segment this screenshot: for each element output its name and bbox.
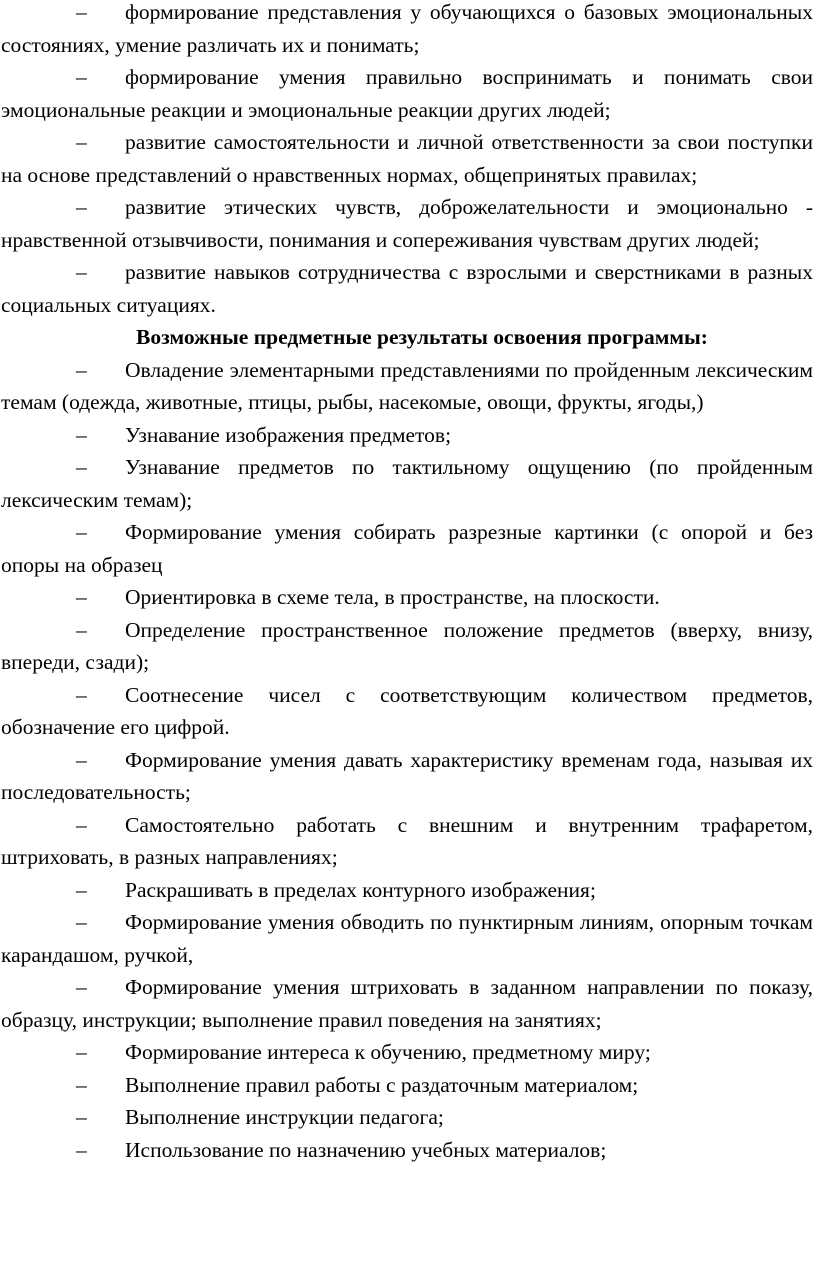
list-item bbox=[1, 419, 813, 452]
dash-marker: – bbox=[76, 747, 87, 772]
dash-marker: – bbox=[76, 617, 87, 642]
list-item bbox=[1, 874, 813, 907]
dash-marker: – bbox=[76, 682, 87, 707]
list-item-text: формирование представления у обучающихся о базовых эмоциональных состояниях, умение различать их и понимать; bbox=[1, 0, 813, 57]
list-item bbox=[1, 614, 813, 679]
list-item-text: Формирование умения собирать разрезные картинки (с опорой и без опоры на образец bbox=[1, 520, 813, 577]
list-item-text: формирование умения правильно воспринимать и понимать свои эмоциональные реакции и эмоциональные реакции других людей; bbox=[1, 65, 813, 122]
list-item bbox=[1, 0, 813, 61]
list-item-text: Самостоятельно работать с внешним и внутренним трафаретом, штриховать, в разных направлениях; bbox=[1, 812, 813, 869]
list-item-text: Выполнение правил работы с раздаточным материалом; bbox=[125, 1072, 639, 1097]
list-item bbox=[1, 354, 813, 419]
dash-marker: – bbox=[76, 520, 87, 544]
list-item bbox=[1, 1036, 813, 1069]
list-item-text: Формирование умения давать характеристику временам года, называя их последовательность; bbox=[1, 747, 813, 804]
section-heading: Возможные предметные результаты освоения программы: bbox=[136, 325, 708, 349]
dash-marker: – bbox=[76, 910, 87, 934]
dash-marker: – bbox=[76, 585, 87, 609]
list-item-text: Формирование умения обводить по пунктирным линиям, опорным точкам карандашом, ручкой, bbox=[1, 910, 813, 967]
list-item bbox=[1, 61, 813, 126]
dash-marker: – bbox=[76, 0, 87, 24]
list-item bbox=[1, 809, 813, 874]
list-item-text: развитие самостоятельности и личной ответственности за свои поступки на основе представлений о нравственных нормах, общепринятых правилах; bbox=[1, 130, 813, 187]
list-item bbox=[1, 744, 813, 809]
list-item bbox=[1, 126, 813, 191]
dash-marker: – bbox=[76, 195, 87, 219]
list-item-text: Формирование умения штриховать в заданном направлении по показу, образцу, инструкции; выполнение правил поведения на занятиях; bbox=[1, 975, 813, 1032]
list-item-text: Соотнесение чисел с соответствующим количеством предметов, обозначение его цифрой. bbox=[1, 682, 813, 739]
list-item bbox=[1, 451, 813, 516]
list-item-text: Узнавание изображения предметов; bbox=[125, 422, 452, 447]
list-item bbox=[1, 906, 813, 971]
list-item bbox=[1, 971, 813, 1036]
list-top bbox=[0, 0, 816, 321]
list-item-text: Ориентировка в схеме тела, в пространстве, на плоскости. bbox=[125, 585, 660, 609]
list-item-text: развитие навыков сотрудничества с взрослыми и сверстниками в разных социальных ситуациях. bbox=[1, 260, 813, 317]
list-item bbox=[1, 256, 813, 321]
list-item-text: Раскрашивать в пределах контурного изображения; bbox=[125, 877, 596, 902]
list-item-text: развитие этических чувств, доброжелательности и эмоционально - нравственной отзывчивости, понимания и сопереживания чувствам других людей; bbox=[1, 195, 813, 252]
dash-marker: – bbox=[76, 65, 87, 89]
list-item-text: Овладение элементарными представлениями по пройденным лексическим темам (одежда, животные, птицы, рыбы, насекомые, овощи, фрукты, ягоды,) bbox=[1, 357, 813, 414]
list-item bbox=[1, 1101, 813, 1134]
dash-marker: – bbox=[76, 1137, 87, 1162]
list-item bbox=[1, 516, 813, 581]
dash-marker: – bbox=[76, 422, 87, 447]
dash-marker: – bbox=[76, 130, 87, 154]
list-item bbox=[1, 1069, 813, 1102]
dash-marker: – bbox=[76, 455, 87, 479]
list-item-text: Формирование интереса к обучению, предметному миру; bbox=[125, 1040, 651, 1064]
list-item-text: Использование по назначению учебных материалов; bbox=[125, 1137, 607, 1162]
dash-marker: – bbox=[76, 877, 87, 902]
dash-marker: – bbox=[76, 1105, 87, 1129]
list-item bbox=[1, 191, 813, 256]
dash-marker: – bbox=[76, 260, 87, 284]
list-item bbox=[1, 679, 813, 744]
dash-marker: – bbox=[76, 1040, 87, 1064]
dash-marker: – bbox=[76, 812, 87, 837]
list-item bbox=[1, 581, 813, 614]
list-item-text: Определение пространственное положение предметов (вверху, внизу, впереди, сзади); bbox=[1, 617, 813, 674]
dash-marker: – bbox=[76, 1072, 87, 1097]
list-item-text: Выполнение инструкции педагога; bbox=[125, 1105, 444, 1129]
list-bottom bbox=[0, 354, 816, 1167]
dash-marker: – bbox=[76, 357, 87, 382]
list-item bbox=[1, 1134, 813, 1167]
list-item-text: Узнавание предметов по тактильному ощущению (по пройденным лексическим темам); bbox=[1, 455, 813, 512]
dash-marker: – bbox=[76, 975, 87, 999]
